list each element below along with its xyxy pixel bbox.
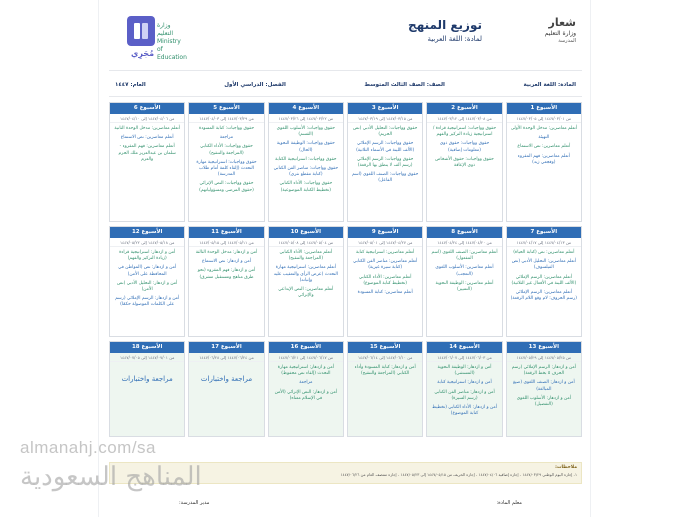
- week-dates: من ١٤٤٧/٠٥/١١ إلى ١٤٤٧/٠٥/١٥: [189, 238, 263, 247]
- logo-line-ar: وزارة التعليم: [157, 22, 173, 37]
- week-lessons: [110, 123, 184, 169]
- week-dates: من ١٤٤٧/٠٦/١٧ إلى ١٤٤٧/٠٦/٢١: [269, 353, 343, 362]
- week-lessons: [507, 247, 581, 308]
- week-lessons: [427, 123, 501, 175]
- week-label: الأسبوع 7: [507, 227, 581, 238]
- lesson-item: أتعلم معاصرين: مدخل الوحدة الأولى: [510, 126, 577, 131]
- week-label: الأسبوع 13: [507, 342, 581, 353]
- lesson-item: حقوق وواجبات: الأداء الكتابي (المراجعة والتنقيح): [200, 144, 253, 156]
- lesson-item: أمن و ازدهار: استراتيجية مهارة التحدث (إلقاء نص محفوظ): [277, 365, 334, 377]
- lesson-item: أتعلم معاصرين: الوظيفة النحوية (التمييز): [435, 280, 494, 293]
- lesson-item: أتعلم معاصرين: الصنف اللغوي (اسم المفعول): [431, 250, 498, 262]
- week-dates: من ١٤٤٧/٠٤/٢٧ إلى ١٤٤٧/٠٥/٠١: [348, 238, 422, 247]
- ministry-seal: شعار: [548, 16, 576, 29]
- logo-block: [113, 16, 187, 62]
- lesson-item: أمن و ازدهار: الأسلوب اللغوي (التفضيل): [516, 395, 571, 408]
- week-card: [109, 226, 185, 337]
- week-card: [347, 341, 423, 437]
- lesson-item: حقوق وواجبات: الوظيفة النحوية (الحال): [276, 141, 335, 153]
- lesson-item: أمن و ازدهار: استراتيجية كتابة: [437, 380, 492, 386]
- notes-text: ١- إجازة اليوم الوطني ١٤٤٧/٠٣/٢٩ - إجازة إضافية ١٤٤٧/٠٤/٠٦ - إجازة الخريف من ١٤٤٧/٠٥/١٥ إلى ١٤٤٧/٠٥/٢٣ - إجازة منتصف العام من ١٤٤٧/٠٦/٢٦: [340, 472, 577, 477]
- lesson-item: أمن و ازدهار: الصنف اللغوي (صيغ المبالغة): [512, 380, 575, 392]
- lesson-item: أتعلم معاصرين: الرسم الإملائي (الألف اللينة في الأفعال غير الثلاثية): [511, 274, 577, 286]
- week-label: الأسبوع 17: [189, 342, 263, 353]
- director-signature: مدير المدرسة:: [179, 500, 210, 506]
- lesson-item: أمن و ازدهار: مدخل الوحدة الثالثة: [195, 250, 258, 255]
- lesson-item: حقوق وواجبات: الصنف اللغوي (اسم الفاعل): [352, 172, 419, 184]
- week-card: [426, 341, 502, 437]
- week-card: [268, 102, 344, 222]
- week-lessons: [269, 362, 343, 408]
- lesson-item: التهيئة: [538, 135, 550, 141]
- week-dates: من ١٤٤٧/٠٥/٠٤ إلى ١٤٤٧/٠٥/٠٨: [269, 238, 343, 247]
- lesson-item: أمن و ازدهار: نص (المواطن في المحافظة على الأمن): [118, 265, 177, 277]
- lesson-item: أمن و ازدهار: استراتيجية قراءة (زيادة التركيز والفهم): [119, 250, 176, 262]
- week-lessons: [507, 362, 581, 414]
- week-lessons: [507, 123, 581, 172]
- week-label: الأسبوع 4: [269, 103, 343, 114]
- week-label: الأسبوع 9: [348, 227, 422, 238]
- lesson-item: حقوق وواجبات: كتابة المسودة: [198, 126, 255, 131]
- lesson-item: مراجعة واختبارات: [121, 375, 173, 383]
- week-card: [347, 226, 423, 337]
- lesson-item: حقوق وواجبات: الرسم الإملائي (الألف اللينة في الأسماء الثلاثية): [356, 141, 415, 153]
- week-dates: من ١٤٤٧/٠٣/٢٩ إلى ١٤٤٧/٠٤/٠٣: [189, 114, 263, 123]
- week-card: [506, 102, 582, 222]
- week-dates: من ١٤٤٧/٠٦/٢٤ إلى ١٤٤٧/٠٦/٢٨: [189, 353, 263, 362]
- week-card: [188, 341, 264, 437]
- lesson-item: أتعلم معاصرين: نص (كتابة الحياة): [513, 250, 575, 255]
- lesson-item: أتعلم معاصرين: الرسم الإملائي (رسم الحروف: لام وقع اللام الرقعة): [510, 290, 577, 302]
- week-lessons: [348, 123, 422, 191]
- week-label: الأسبوع 2: [427, 103, 501, 114]
- week-lessons: [189, 123, 263, 200]
- lesson-item: أمن و ازدهار: فهم المقروء (نحو طرق مناهج ومستقبل مشرق): [197, 268, 256, 280]
- ministry-name: وزارة التعليم: [544, 30, 576, 37]
- week-label: الأسبوع 3: [348, 103, 422, 114]
- week-card: [268, 341, 344, 437]
- week-lessons: [189, 362, 263, 386]
- logo-caption: [157, 22, 187, 62]
- week-lessons: [427, 247, 501, 299]
- week-dates: من ١٤٤٧/٠٣/٢٢ إلى ١٤٤٧/٠٣/٢٦: [269, 114, 343, 123]
- week-lessons: [110, 362, 184, 386]
- title-block: [408, 18, 482, 45]
- lesson-item: أمن و ازدهار: كتابة المسودة وأداء الكتابي (المراجعة والتنقيح): [354, 365, 416, 377]
- week-label: الأسبوع 12: [110, 227, 184, 238]
- lesson-item: أمن و ازدهار: الوظيفة النحوية (المستثنى): [437, 365, 492, 377]
- lesson-item: أتعلم معاصرين: مناصر الفن الكتابي (كتابة سيرة غيرية): [353, 259, 418, 271]
- week-dates: من ١٤٤٧/٠٥/١٨ إلى ١٤٤٧/٠٥/٢٢: [110, 238, 184, 247]
- weeks-grid: [109, 102, 582, 437]
- lesson-item: حقوق وواجبات: الأداء الكتابي (تخطيط الكتابة الموضوعية): [279, 181, 333, 193]
- ministry-logo-icon: [127, 16, 155, 46]
- week-dates: من ١٤٤٧/٠٣/١٥ إلى ١٤٤٧/٠٣/١٩: [348, 114, 422, 123]
- week-label: الأسبوع 1: [507, 103, 581, 114]
- week-label: الأسبوع 11: [189, 227, 263, 238]
- grade-label: الصف: الصف الثالث المتوسط: [364, 82, 445, 88]
- week-card: [426, 226, 502, 337]
- week-label: الأسبوع 14: [427, 342, 501, 353]
- term-label: الفصل: الدراسي الأول: [224, 82, 286, 88]
- lesson-item: أمن و ازدهار: التحليل الأدبي (نص الأمن): [117, 280, 178, 293]
- lesson-item: حقوق وواجبات: مناصر الفن الكتابي (كتابة مقطع نثري): [273, 166, 339, 178]
- week-card: [109, 341, 185, 437]
- week-lessons: [269, 247, 343, 305]
- lesson-item: أتعلم معاصرين: مدخل الوحدة الثانية: [114, 126, 180, 131]
- ministry-block: [496, 16, 576, 45]
- week-label: الأسبوع 15: [348, 342, 422, 353]
- week-card: [268, 226, 344, 337]
- lesson-item: حقوق وواجبات: التحليل الأدبي (نص الحريم): [353, 126, 418, 138]
- lesson-item: أتعلم معاصرين: استراتيجية مهارة التحدث (عرض الرأي والتعقيب عليه وإثباته): [273, 265, 338, 283]
- lesson-item: حقوق وواجبات: استراتيجية مهارة التحدث (إلقاء كلمة أمام طلاب المدرسة): [196, 159, 257, 178]
- week-dates: من ١٤٤٧/٠٤/٢٠ إلى ١٤٤٧/٠٤/٢٤: [427, 238, 501, 247]
- week-dates: من ١٤٤٧/٠٧/٠١ إلى ١٤٤٧/٠٧/٠٥: [110, 353, 184, 362]
- lesson-item: حقوق وواجبات: الأسلوب اللغوي (القسم): [276, 126, 335, 138]
- lesson-item: مراجعة: [299, 380, 313, 386]
- lesson-item: أمن و ازدهار: الرسم الإملائي (رسم الحرف ٥ بخط الرقعة): [511, 365, 576, 377]
- lesson-item: أمن و ازدهار: النص الإثرائي (الأمن في الإسلام معناه): [274, 389, 338, 401]
- lesson-item: حقوق وواجبات: استراتيجية الكتابة: [275, 156, 337, 162]
- week-dates: من ١٤٤٧/٠٤/١٣ إلى ١٤٤٧/٠٤/١٧: [507, 238, 581, 247]
- lesson-item: أتعلم معاصرين: الأداء الكتابي (تخطيط كتابة الموضوع): [358, 274, 412, 286]
- week-card: [347, 102, 423, 222]
- week-lessons: [269, 123, 343, 200]
- week-label: الأسبوع 5: [189, 103, 263, 114]
- week-card: [109, 102, 185, 222]
- watermark-site: almanahj.com/sa: [20, 438, 157, 457]
- notes-title: ملاحظات:: [555, 465, 577, 470]
- week-lessons: [427, 362, 501, 423]
- lesson-item: أتعلم معاصرين: فهم المقروء - سلمان بن عبدالعزيز ملك الحزم والعزم: [118, 144, 176, 162]
- lesson-item: أتعلم معاصرين: الأداء الكتابي (المراجعة والتنقيح): [279, 250, 333, 262]
- watermark-arabic: المناهج السعودية: [20, 462, 202, 492]
- week-card: [188, 102, 264, 222]
- lesson-item: أمن و ازدهار: مناصر الفن الكتابي (رسم السيرة): [434, 389, 495, 401]
- week-dates: من ١٤٤٧/٠٣/٠٨ إلى ١٤٤٧/٠٣/١٢: [427, 114, 501, 123]
- info-bar: [109, 78, 582, 92]
- week-lessons: [348, 362, 422, 383]
- logo-line-en: Ministry of Education: [157, 38, 187, 61]
- divider: [109, 96, 582, 97]
- lesson-item: أتعلم معاصرين: نص الاستماع: [517, 144, 571, 150]
- lesson-item: أتعلم معاصرين: كتابة المسودة: [357, 290, 413, 296]
- subject-label: المادة: اللغة العربية: [523, 82, 576, 88]
- week-lessons: [189, 247, 263, 287]
- year-label: العام: ١٤٤٧: [115, 82, 146, 88]
- lesson-item: حقوق وواجبات: الرسم الإملائي (رسم ألف لا ينطق بها الرقعة): [356, 156, 414, 169]
- week-label: الأسبوع 18: [110, 342, 184, 353]
- lesson-item: أتعلم معاصرين: استراتيجية كتابة: [355, 250, 415, 255]
- lesson-item: أتعلم معاصرين: الأسلوب اللغوي (التعجب): [435, 265, 494, 277]
- lesson-item: أمن و ازدهار: نص الاستماع: [202, 259, 251, 265]
- curriculum-document: [98, 0, 591, 517]
- week-label: الأسبوع 10: [269, 227, 343, 238]
- lesson-item: حقوق وواجبات: النص الإثرائي (حقوق المرضى ومسؤولياتهم): [199, 181, 254, 193]
- week-card: [188, 226, 264, 337]
- week-card: [426, 102, 502, 222]
- week-card: [506, 341, 582, 437]
- brand-name: مُجَرِي: [131, 49, 155, 58]
- lesson-item: أمن و ازدهار: الأداء الكتابي (تخطيط كتابة الموضوع): [432, 405, 497, 417]
- lesson-item: أتعلم معاصرين: التحليل الأدبي (نص الفيلسوف): [511, 259, 576, 271]
- week-dates: من ١٤٤٧/٠٦/٠٣ إلى ١٤٤٧/٠٦/٠٧: [427, 353, 501, 362]
- lesson-item: حقوق وواجبات: حقوق الأشخاص ذوي الإعاقة: [435, 156, 494, 169]
- week-dates: من ١٤٤٧/٠٣/٠١ إلى ١٤٤٧/٠٣/٠٥: [507, 114, 581, 123]
- week-lessons: [348, 247, 422, 302]
- divider: [109, 70, 582, 71]
- page-title: توزيع المنهج: [408, 18, 482, 32]
- week-dates: من ١٤٤٧/٠٦/١٠ إلى ١٤٤٧/٠٦/١٤: [348, 353, 422, 362]
- school-label: المدرسة: [558, 38, 576, 44]
- week-lessons: [110, 247, 184, 315]
- lesson-item: أمن و ازدهار: الرسم الإملائي (رسم على الكلمات الموصولة حكمًا): [115, 296, 180, 308]
- lesson-item: أتعلم معاصرين: النص الإبداعي والإثرائي: [278, 287, 334, 299]
- lesson-item: حقوق وواجبات: حقوق ذوي (معلومات إضافية): [439, 141, 490, 153]
- week-dates: من ١٤٤٧/٠٥/٢٥ إلى ١٤٤٧/٠٥/٢٩: [507, 353, 581, 362]
- week-label: الأسبوع 16: [269, 342, 343, 353]
- lesson-item: مراجعة: [219, 135, 234, 141]
- lesson-item: مراجعة واختبارات: [200, 375, 253, 383]
- week-label: الأسبوع 6: [110, 103, 184, 114]
- week-card: [506, 226, 582, 337]
- lesson-item: أتعلم معاصرين: نص الاستماع: [120, 135, 174, 141]
- teacher-signature: معلم المادة:: [496, 500, 522, 506]
- week-dates: من ١٤٤٧/٠٤/٠٦ إلى ١٤٤٧/٠٤/١٠: [110, 114, 184, 123]
- lesson-item: أتعلم معاصرين: فهم المقروء (وفجعي زيد): [517, 153, 570, 165]
- lesson-item: حقوق وواجبات: استراتيجية قراءة / استراتيجية زيادة التركيز والفهم: [432, 126, 497, 138]
- document-header: [99, 12, 592, 64]
- page-subtitle: لمادة: اللغة العربية: [427, 35, 482, 43]
- week-label: الأسبوع 8: [427, 227, 501, 238]
